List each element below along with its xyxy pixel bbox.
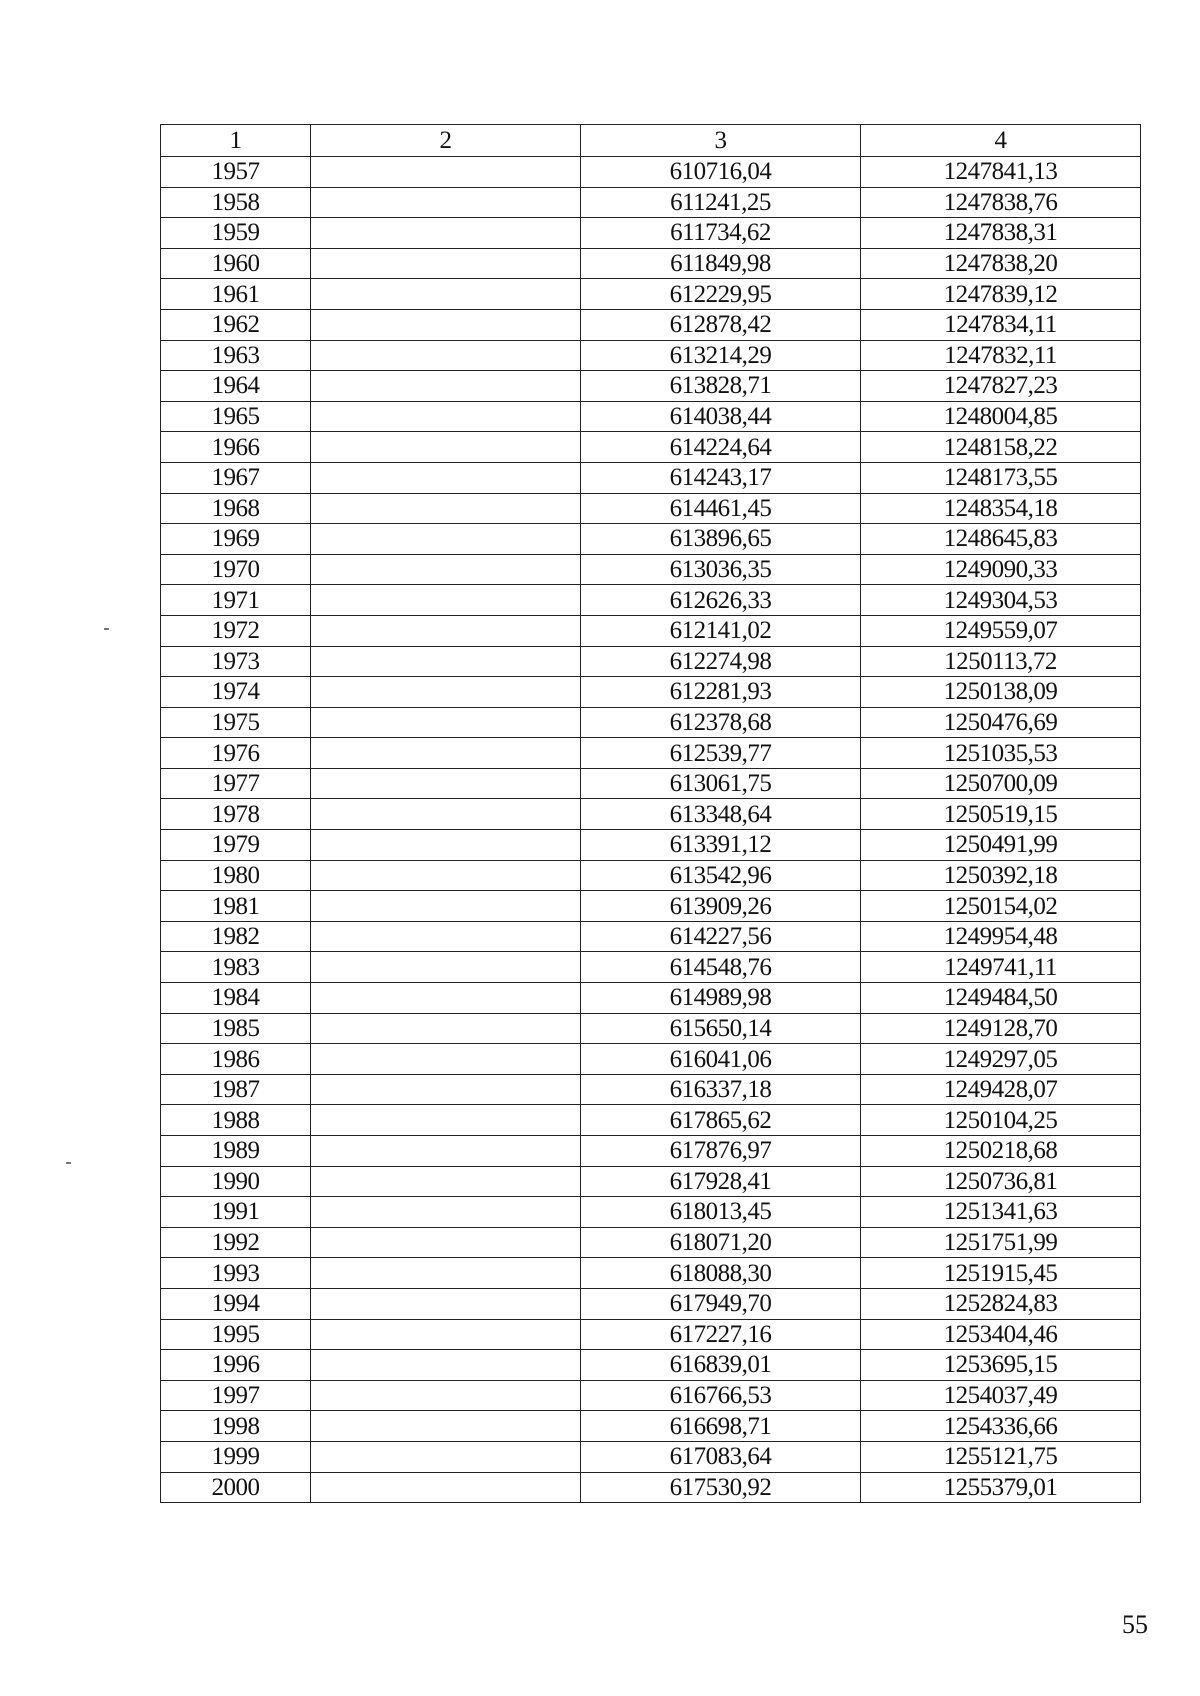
table-row	[161, 248, 1141, 279]
empty-cell	[311, 1166, 581, 1197]
year-cell: 1988	[161, 1105, 311, 1136]
empty-cell	[311, 707, 581, 738]
table-row	[161, 830, 1141, 861]
empty-cell	[311, 462, 581, 493]
empty-cell	[311, 248, 581, 279]
table-row	[161, 1350, 1141, 1381]
value-cell: 612539,77	[581, 738, 861, 769]
year-cell: 1966	[161, 432, 311, 463]
value-cell: 1249297,05	[861, 1044, 1141, 1075]
table-row	[161, 1166, 1141, 1197]
value-cell: 1248173,55	[861, 462, 1141, 493]
value-cell: 1250154,02	[861, 891, 1141, 922]
year-cell: 1992	[161, 1227, 311, 1258]
table-row	[161, 1380, 1141, 1411]
value-cell: 613036,35	[581, 554, 861, 585]
table-row	[161, 432, 1141, 463]
value-cell: 611734,62	[581, 218, 861, 249]
value-cell: 1249954,48	[861, 921, 1141, 952]
value-cell: 617530,92	[581, 1472, 861, 1503]
empty-cell	[311, 1319, 581, 1350]
empty-cell	[311, 738, 581, 769]
year-cell: 1975	[161, 707, 311, 738]
table-row	[161, 677, 1141, 708]
value-cell: 1251341,63	[861, 1197, 1141, 1228]
year-cell: 1976	[161, 738, 311, 769]
year-cell: 1962	[161, 309, 311, 340]
value-cell: 1247838,31	[861, 218, 1141, 249]
year-cell: 1977	[161, 768, 311, 799]
empty-cell	[311, 615, 581, 646]
value-cell: 617949,70	[581, 1288, 861, 1319]
year-cell: 1960	[161, 248, 311, 279]
empty-cell	[311, 1105, 581, 1136]
empty-cell	[311, 157, 581, 188]
empty-cell	[311, 1197, 581, 1228]
year-cell: 1961	[161, 279, 311, 310]
value-cell: 1247841,13	[861, 157, 1141, 188]
year-cell: 1989	[161, 1136, 311, 1167]
table-row	[161, 1197, 1141, 1228]
table-row	[161, 187, 1141, 218]
empty-cell	[311, 1136, 581, 1167]
empty-cell	[311, 1044, 581, 1075]
table-row	[161, 1441, 1141, 1472]
value-cell: 1250218,68	[861, 1136, 1141, 1167]
year-cell: 1969	[161, 524, 311, 555]
value-cell: 617227,16	[581, 1319, 861, 1350]
year-cell: 2000	[161, 1472, 311, 1503]
value-cell: 614227,56	[581, 921, 861, 952]
empty-cell	[311, 187, 581, 218]
empty-cell	[311, 1472, 581, 1503]
column-header: 4	[861, 125, 1141, 157]
value-cell: 612626,33	[581, 585, 861, 616]
value-cell: 1248354,18	[861, 493, 1141, 524]
value-cell: 1250491,99	[861, 830, 1141, 861]
year-cell: 1964	[161, 371, 311, 402]
year-cell: 1983	[161, 952, 311, 983]
empty-cell	[311, 1441, 581, 1472]
value-cell: 611241,25	[581, 187, 861, 218]
value-cell: 1250519,15	[861, 799, 1141, 830]
year-cell: 1999	[161, 1441, 311, 1472]
value-cell: 617928,41	[581, 1166, 861, 1197]
value-cell: 614989,98	[581, 983, 861, 1014]
table-row	[161, 1258, 1141, 1289]
year-cell: 1973	[161, 646, 311, 677]
value-cell: 612878,42	[581, 309, 861, 340]
table-row	[161, 983, 1141, 1014]
empty-cell	[311, 1288, 581, 1319]
table-row	[161, 1411, 1141, 1442]
value-cell: 1247839,12	[861, 279, 1141, 310]
year-cell: 1980	[161, 860, 311, 891]
value-cell: 1249484,50	[861, 983, 1141, 1014]
year-cell: 1965	[161, 401, 311, 432]
value-cell: 613896,65	[581, 524, 861, 555]
table-row	[161, 891, 1141, 922]
value-cell: 1250736,81	[861, 1166, 1141, 1197]
value-cell: 618071,20	[581, 1227, 861, 1258]
empty-cell	[311, 830, 581, 861]
value-cell: 613348,64	[581, 799, 861, 830]
empty-cell	[311, 371, 581, 402]
empty-cell	[311, 309, 581, 340]
value-cell: 1254336,66	[861, 1411, 1141, 1442]
value-cell: 1250138,09	[861, 677, 1141, 708]
empty-cell	[311, 860, 581, 891]
empty-cell	[311, 218, 581, 249]
value-cell: 1247827,23	[861, 371, 1141, 402]
empty-cell	[311, 1411, 581, 1442]
year-cell: 1978	[161, 799, 311, 830]
table-row	[161, 157, 1141, 188]
year-cell: 1963	[161, 340, 311, 371]
empty-cell	[311, 279, 581, 310]
year-cell: 1994	[161, 1288, 311, 1319]
value-cell: 614243,17	[581, 462, 861, 493]
value-cell: 617083,64	[581, 1441, 861, 1472]
value-cell: 1255121,75	[861, 1441, 1141, 1472]
empty-cell	[311, 1380, 581, 1411]
table-container	[160, 124, 1140, 1503]
scan-mark	[66, 1162, 71, 1164]
value-cell: 1249090,33	[861, 554, 1141, 585]
empty-cell	[311, 524, 581, 555]
table-row	[161, 921, 1141, 952]
table-row	[161, 340, 1141, 371]
value-cell: 1249304,53	[861, 585, 1141, 616]
page-number: 55	[1122, 1610, 1148, 1639]
value-cell: 614548,76	[581, 952, 861, 983]
value-cell: 1251035,53	[861, 738, 1141, 769]
empty-cell	[311, 401, 581, 432]
table-row	[161, 952, 1141, 983]
table-row	[161, 309, 1141, 340]
empty-cell	[311, 952, 581, 983]
empty-cell	[311, 1227, 581, 1258]
year-cell: 1993	[161, 1258, 311, 1289]
year-cell: 1968	[161, 493, 311, 524]
empty-cell	[311, 1350, 581, 1381]
value-cell: 618013,45	[581, 1197, 861, 1228]
column-header: 3	[581, 125, 861, 157]
value-cell: 617865,62	[581, 1105, 861, 1136]
year-cell: 1967	[161, 462, 311, 493]
value-cell: 612229,95	[581, 279, 861, 310]
year-cell: 1995	[161, 1319, 311, 1350]
year-cell: 1972	[161, 615, 311, 646]
value-cell: 1250476,69	[861, 707, 1141, 738]
value-cell: 1249559,07	[861, 615, 1141, 646]
empty-cell	[311, 1013, 581, 1044]
year-cell: 1998	[161, 1411, 311, 1442]
data-table	[160, 124, 1141, 1503]
value-cell: 1252824,83	[861, 1288, 1141, 1319]
year-cell: 1959	[161, 218, 311, 249]
value-cell: 1249741,11	[861, 952, 1141, 983]
table-row	[161, 585, 1141, 616]
empty-cell	[311, 646, 581, 677]
empty-cell	[311, 677, 581, 708]
year-cell: 1996	[161, 1350, 311, 1381]
year-cell: 1957	[161, 157, 311, 188]
value-cell: 1250392,18	[861, 860, 1141, 891]
table-row	[161, 401, 1141, 432]
table-row	[161, 462, 1141, 493]
scan-mark	[104, 628, 109, 630]
value-cell: 614224,64	[581, 432, 861, 463]
value-cell: 1251915,45	[861, 1258, 1141, 1289]
value-cell: 618088,30	[581, 1258, 861, 1289]
empty-cell	[311, 432, 581, 463]
table-body	[161, 157, 1141, 1503]
value-cell: 1249128,70	[861, 1013, 1141, 1044]
value-cell: 1247838,20	[861, 248, 1141, 279]
year-cell: 1970	[161, 554, 311, 585]
table-row	[161, 1074, 1141, 1105]
table-row	[161, 1288, 1141, 1319]
table-row	[161, 1136, 1141, 1167]
value-cell: 1251751,99	[861, 1227, 1141, 1258]
empty-cell	[311, 799, 581, 830]
value-cell: 612281,93	[581, 677, 861, 708]
table-row	[161, 524, 1141, 555]
table-row	[161, 1105, 1141, 1136]
value-cell: 614038,44	[581, 401, 861, 432]
table-row	[161, 707, 1141, 738]
year-cell: 1958	[161, 187, 311, 218]
year-cell: 1971	[161, 585, 311, 616]
value-cell: 616839,01	[581, 1350, 861, 1381]
value-cell: 612274,98	[581, 646, 861, 677]
year-cell: 1991	[161, 1197, 311, 1228]
empty-cell	[311, 340, 581, 371]
table-row	[161, 1319, 1141, 1350]
value-cell: 1250113,72	[861, 646, 1141, 677]
value-cell: 1250700,09	[861, 768, 1141, 799]
empty-cell	[311, 983, 581, 1014]
empty-cell	[311, 554, 581, 585]
value-cell: 1248004,85	[861, 401, 1141, 432]
value-cell: 616698,71	[581, 1411, 861, 1442]
value-cell: 615650,14	[581, 1013, 861, 1044]
table-row	[161, 371, 1141, 402]
table-row	[161, 615, 1141, 646]
value-cell: 1253404,46	[861, 1319, 1141, 1350]
table-row	[161, 768, 1141, 799]
value-cell: 611849,98	[581, 248, 861, 279]
value-cell: 613061,75	[581, 768, 861, 799]
value-cell: 612378,68	[581, 707, 861, 738]
value-cell: 613909,26	[581, 891, 861, 922]
value-cell: 616041,06	[581, 1044, 861, 1075]
table-row	[161, 1472, 1141, 1503]
year-cell: 1990	[161, 1166, 311, 1197]
table-row	[161, 1044, 1141, 1075]
value-cell: 613828,71	[581, 371, 861, 402]
year-cell: 1986	[161, 1044, 311, 1075]
year-cell: 1984	[161, 983, 311, 1014]
year-cell: 1981	[161, 891, 311, 922]
column-header: 2	[311, 125, 581, 157]
value-cell: 613214,29	[581, 340, 861, 371]
value-cell: 1248645,83	[861, 524, 1141, 555]
table-row	[161, 279, 1141, 310]
table-header-row	[161, 125, 1141, 157]
value-cell: 1247838,76	[861, 187, 1141, 218]
value-cell: 613542,96	[581, 860, 861, 891]
table-row	[161, 646, 1141, 677]
year-cell: 1979	[161, 830, 311, 861]
year-cell: 1997	[161, 1380, 311, 1411]
table-row	[161, 1013, 1141, 1044]
value-cell: 614461,45	[581, 493, 861, 524]
value-cell: 1253695,15	[861, 1350, 1141, 1381]
year-cell: 1985	[161, 1013, 311, 1044]
empty-cell	[311, 585, 581, 616]
value-cell: 613391,12	[581, 830, 861, 861]
value-cell: 1255379,01	[861, 1472, 1141, 1503]
empty-cell	[311, 493, 581, 524]
value-cell: 616766,53	[581, 1380, 861, 1411]
table-row	[161, 493, 1141, 524]
value-cell: 1247832,11	[861, 340, 1141, 371]
value-cell: 1254037,49	[861, 1380, 1141, 1411]
empty-cell	[311, 1074, 581, 1105]
year-cell: 1974	[161, 677, 311, 708]
year-cell: 1987	[161, 1074, 311, 1105]
value-cell: 610716,04	[581, 157, 861, 188]
empty-cell	[311, 768, 581, 799]
table-row	[161, 860, 1141, 891]
value-cell: 1248158,22	[861, 432, 1141, 463]
table-row	[161, 1227, 1141, 1258]
column-header: 1	[161, 125, 311, 157]
value-cell: 616337,18	[581, 1074, 861, 1105]
value-cell: 1249428,07	[861, 1074, 1141, 1105]
table-row	[161, 554, 1141, 585]
table-row	[161, 799, 1141, 830]
empty-cell	[311, 1258, 581, 1289]
value-cell: 617876,97	[581, 1136, 861, 1167]
table-row	[161, 218, 1141, 249]
empty-cell	[311, 891, 581, 922]
value-cell: 1247834,11	[861, 309, 1141, 340]
table-row	[161, 738, 1141, 769]
year-cell: 1982	[161, 921, 311, 952]
value-cell: 612141,02	[581, 615, 861, 646]
value-cell: 1250104,25	[861, 1105, 1141, 1136]
empty-cell	[311, 921, 581, 952]
